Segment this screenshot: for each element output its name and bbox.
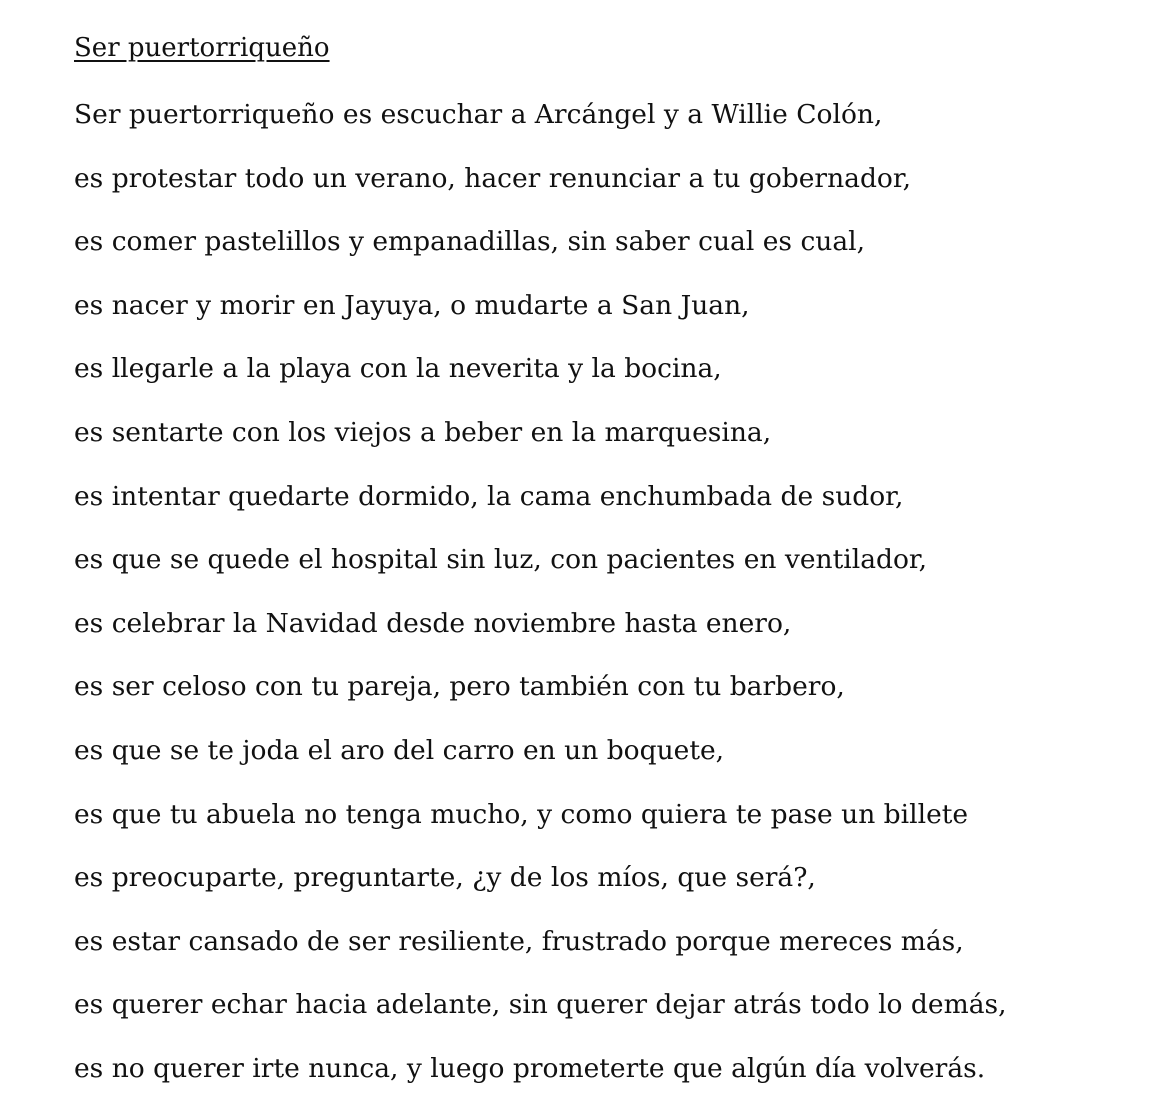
poem-line: es protestar todo un verano, hacer renunciar a tu gobernador,	[74, 162, 912, 194]
poem-line: es estar cansado de ser resiliente, frustrado porque mereces más,	[74, 925, 964, 957]
poem-line: Ser puertorriqueño es escuchar a Arcángel y a Willie Colón,	[74, 99, 883, 130]
poem-line: es preocuparte, preguntarte, ¿y de los míos, que será?,	[74, 862, 816, 894]
poem-line: es nacer y morir en Jayuya, o mudarte a San Juan,	[74, 289, 750, 321]
poem-line: es sentarte con los viejos a beber en la marquesina,	[74, 416, 772, 448]
poem-line: es que se quede el hospital sin luz, con pacientes en ventilador,	[74, 544, 928, 576]
poem-line: es celebrar la Navidad desde noviembre hasta enero,	[74, 607, 792, 639]
poem-line: es llegarle a la playa con la neverita y la bocina,	[74, 353, 722, 385]
poem-title: Ser puertorriqueño	[74, 33, 330, 63]
poem-line: es comer pastelillos y empanadillas, sin saber cual es cual,	[74, 226, 866, 258]
poem-line: es que se te joda el aro del carro en un boquete,	[74, 734, 725, 766]
poem-line: es ser celoso con tu pareja, pero también con tu barbero,	[74, 671, 845, 703]
poem-body	[74, 95, 1007, 1113]
poem-line: es intentar quedarte dormido, la cama enchumbada de sudor,	[74, 480, 904, 512]
poem-line: es querer echar hacia adelante, sin querer dejar atrás todo lo demás,	[74, 989, 1007, 1021]
poem-line: es no querer irte nunca, y luego prometerte que algún día volverás.	[74, 1052, 986, 1084]
poem-line: es que tu abuela no tenga mucho, y como quiera te pase un billete	[74, 798, 969, 830]
